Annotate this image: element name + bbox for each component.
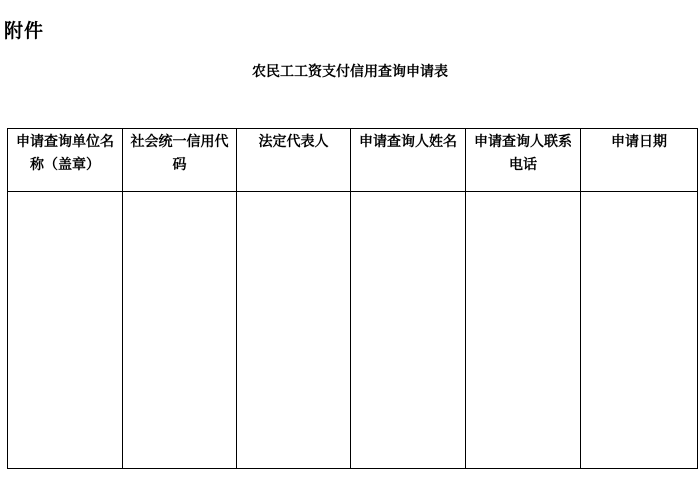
header-unified-credit-code: 社会统一信用代码: [123, 129, 237, 192]
header-applicant-name: 申请查询人姓名: [351, 129, 466, 192]
cell-applicant-name[interactable]: [351, 192, 466, 469]
header-applicant-unit-name: 申请查询单位名称（盖章）: [8, 129, 123, 192]
cell-unified-credit-code[interactable]: [123, 192, 237, 469]
form-title: 农民工工资支付信用查询申请表: [252, 64, 448, 80]
table-header-row: [8, 129, 698, 192]
header-application-date: 申请日期: [581, 129, 698, 192]
application-form-table: [7, 128, 698, 469]
header-legal-representative: 法定代表人: [237, 129, 351, 192]
header-applicant-phone: 申请查询人联系电话: [466, 129, 581, 192]
cell-applicant-unit-name[interactable]: [8, 192, 123, 469]
cell-legal-representative[interactable]: [237, 192, 351, 469]
attachment-label: 附件: [4, 20, 45, 42]
cell-applicant-phone[interactable]: [466, 192, 581, 469]
table-row: [8, 192, 698, 469]
cell-application-date[interactable]: [581, 192, 698, 469]
